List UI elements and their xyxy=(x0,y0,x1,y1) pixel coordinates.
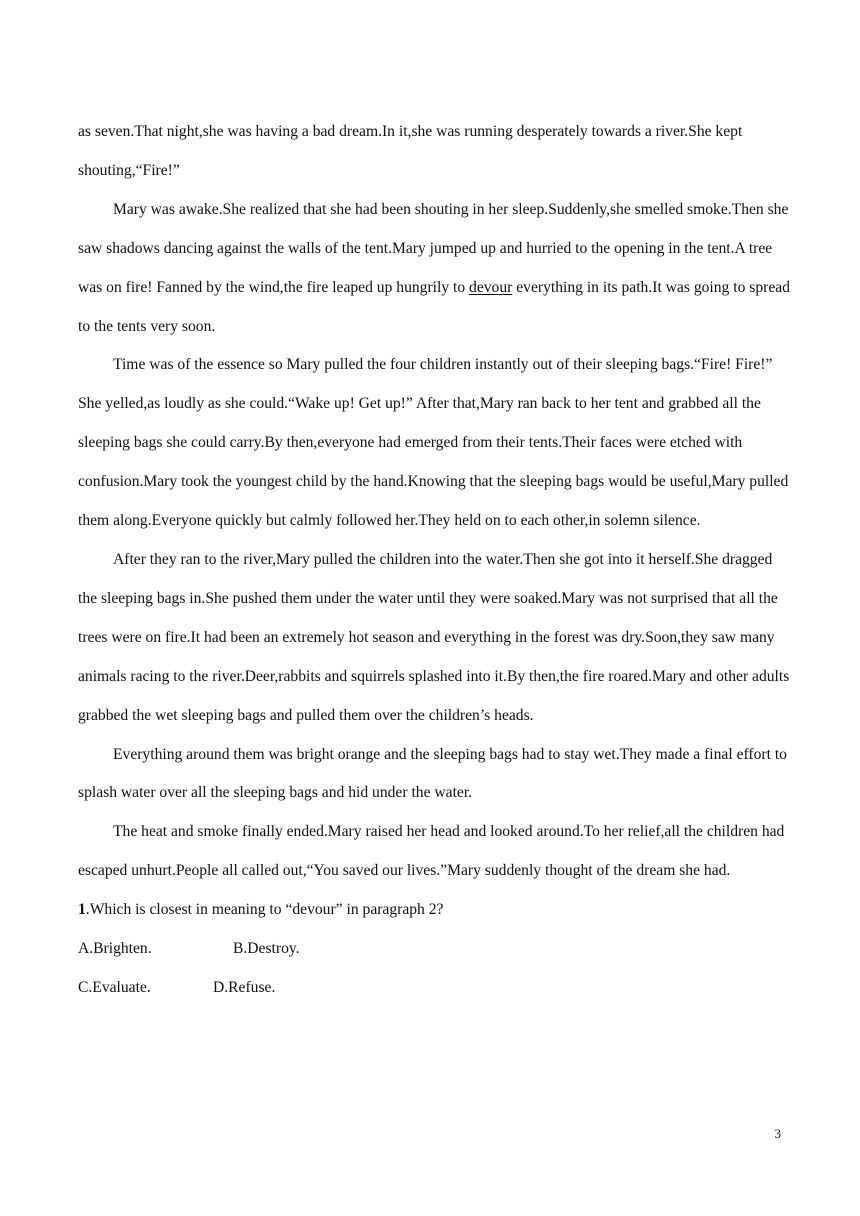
option-d: D.Refuse. xyxy=(213,978,276,996)
paragraph xyxy=(78,191,790,347)
paragraph-text: as seven.That night,she was having a bad dream.In it,she was running desperately towards a river.She kept shouting,“Fire!” xyxy=(78,123,743,179)
option-b: B.Destroy. xyxy=(233,940,300,958)
options-row xyxy=(78,969,790,1008)
paragraph xyxy=(78,736,790,814)
page-number: 3 xyxy=(774,1126,781,1141)
question-number: 1 xyxy=(78,901,86,919)
paragraph xyxy=(78,541,790,736)
paragraph-text: Everything around them was bright orange and the sleeping bags had to stay wet.They made a final effort to splash water over all the sleeping bags and hid under the water. xyxy=(78,745,787,802)
option-a: A.Brighten. xyxy=(78,940,152,958)
paragraph-text: The heat and smoke finally ended.Mary raised her head and looked around.To her relief,all the children had escaped unhurt.People all called out,“You saved our lives.”Mary suddenly thought of the dream she had. xyxy=(78,823,785,880)
underlined-word-devour: devour xyxy=(469,278,513,296)
paragraph xyxy=(78,346,790,541)
paragraph-text: Mary was awake.She realized that she had been shouting in her sleep.Suddenly,she smelled smoke.Then she saw shadows dancing against the walls of the tent.Mary jumped up and hurried to the opening in the tent.A tree was on fire! Fanned by the wind,the fire leaped up hungrily to xyxy=(78,200,789,296)
question-text: .Which is closest in meaning to “devour” in paragraph 2? xyxy=(85,901,444,919)
reading-passage xyxy=(78,113,790,1008)
option-c: C.Evaluate. xyxy=(78,978,151,996)
paragraph-text: After they ran to the river,Mary pulled the children into the water.Then she got into it herself.She dragged the sleeping bags in.She pushed them under the water until they were soaked.Mary was not surprised that all the trees were on fire.It had been an extremely hot season and everything in the forest was dry.Soon,they saw many animals racing to the river.Deer,rabbits and squirrels splashed into it.By then,the fire roared.Mary and other adults grabbed the wet sleeping bags and pulled them over the children’s heads. xyxy=(78,550,790,724)
paragraph-text-continued: everything in its path.It was going to spread to the tents very soon. xyxy=(78,278,790,335)
question xyxy=(78,891,790,930)
paragraph-continuation xyxy=(78,113,790,191)
options-row xyxy=(78,930,790,969)
paragraph xyxy=(78,813,790,891)
paragraph-text: Time was of the essence so Mary pulled the four children instantly out of their sleeping bags.“Fire! Fire!” She yelled,as loudly as she could.“Wake up! Get up!” After that,Mary ran back to her tent and grabbed all the sleeping bags she could carry.By then,everyone had emerged from their tents.Their faces were etched with confusion.Mary took the youngest child by the hand.Knowing that the sleeping bags would be useful,Mary pulled them along.Everyone quickly but calmly followed her.They held on to each other,in solemn silence. xyxy=(78,356,789,530)
